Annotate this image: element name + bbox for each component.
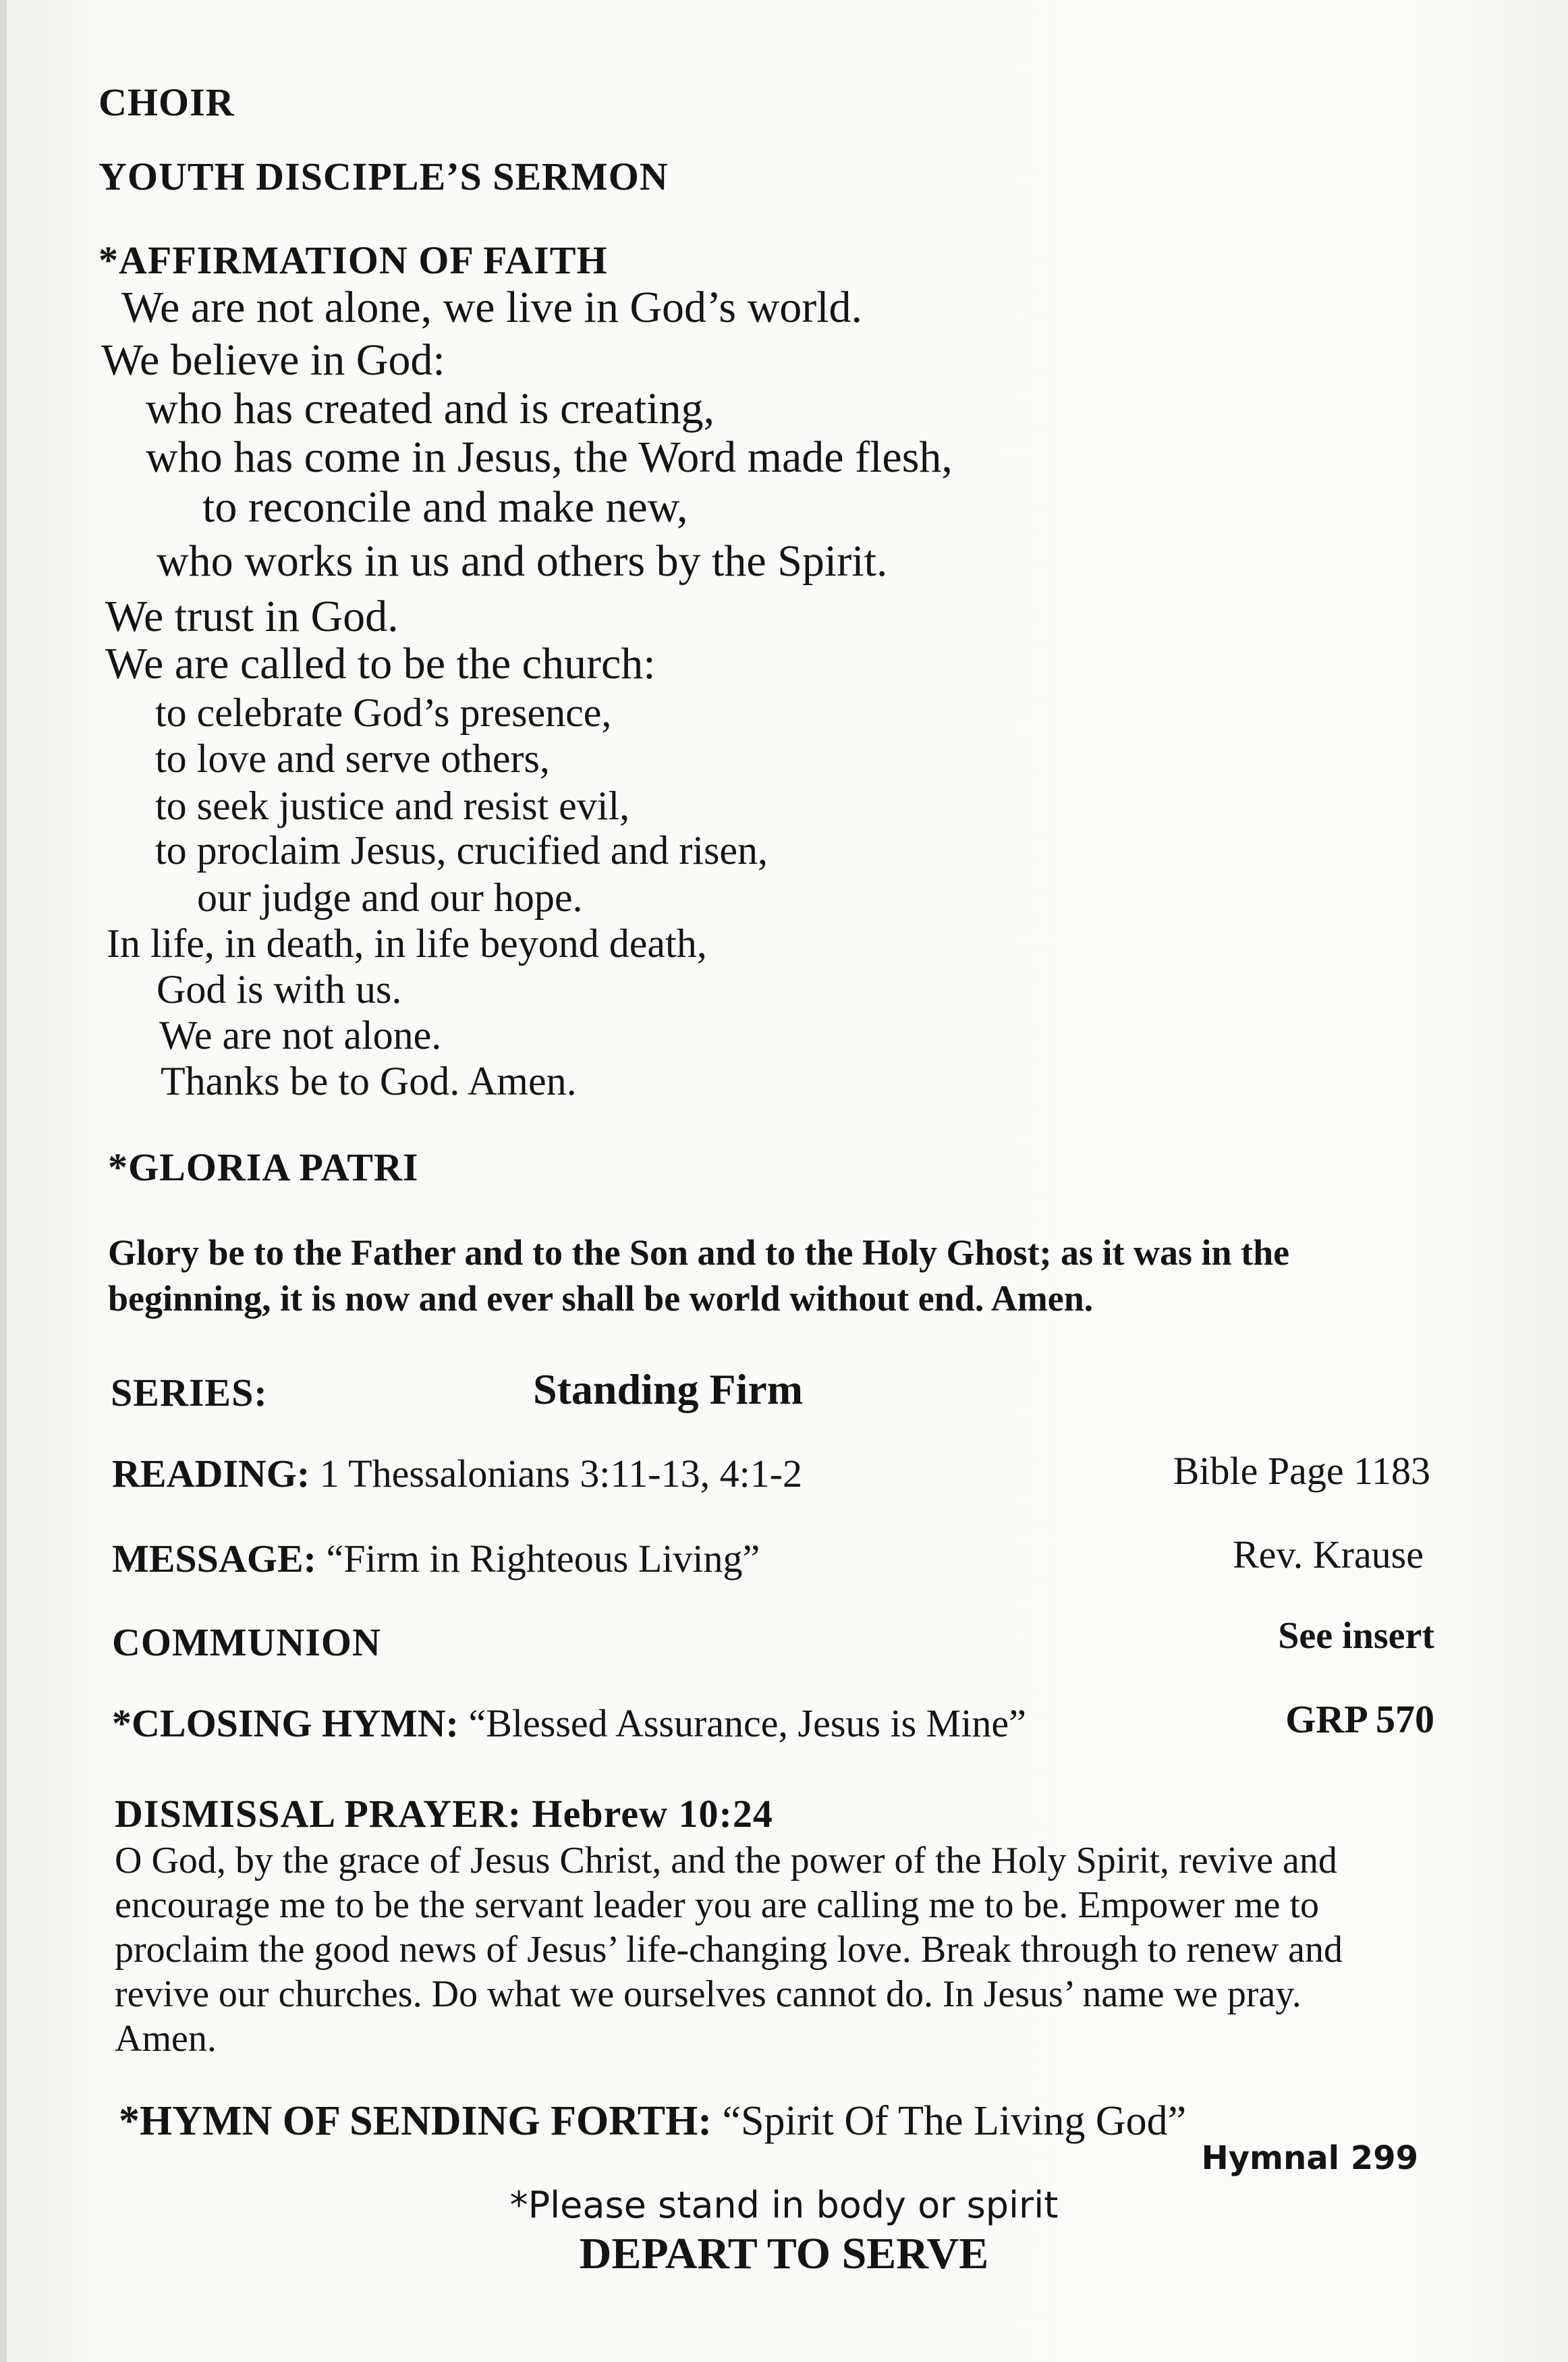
affirmation-line: to reconcile and make new, <box>202 483 688 532</box>
reading-row <box>112 1451 802 1496</box>
message-value: “Firm in Righteous Living” <box>326 1537 760 1581</box>
closing-hymn-ref: GRP 570 <box>1285 1697 1434 1741</box>
affirmation-line: We trust in God. <box>105 592 399 641</box>
dismissal-heading: DISMISSAL PRAYER: Hebrew 10:24 <box>115 1792 773 1836</box>
page-edge <box>0 0 7 2362</box>
affirmation-line: to love and serve others, <box>155 736 550 781</box>
reading-value: 1 Thessalonians 3:11-13, 4:1-2 <box>319 1452 802 1495</box>
closing-hymn-value: “Blessed Assurance, Jesus is Mine” <box>468 1701 1026 1745</box>
closing-line: DEPART TO SERVE <box>579 2229 989 2278</box>
series-title: Standing Firm <box>533 1365 804 1413</box>
communion-note: See insert <box>1278 1615 1434 1657</box>
sending-hymn-value: “Spirit Of The Living God” <box>722 2098 1187 2144</box>
series-label: SERIES: <box>111 1371 268 1415</box>
affirmation-line: We are not alone, we live in God’s world. <box>121 283 863 332</box>
message-speaker: Rev. Krause <box>1233 1533 1424 1576</box>
affirmation-line: God is with us. <box>157 967 402 1012</box>
affirmation-heading: *AFFIRMATION OF FAITH <box>99 238 608 282</box>
affirmation-line: Thanks be to God. Amen. <box>161 1059 577 1103</box>
sending-hymn-label: *HYMN OF SENDING FORTH: <box>119 2098 712 2144</box>
reading-label: READING: <box>112 1452 310 1495</box>
communion-label: COMMUNION <box>112 1620 381 1664</box>
sermon-heading: YOUTH DISCIPLE’S SERMON <box>99 155 669 198</box>
dismissal-prayer: O God, by the grace of Jesus Christ, and the power of the Holy Spirit, revive and encourage me to be the servant leader you are calling me to be. Empower me to proclaim the good news of Jesus’ life-changing love. Break through to renew and revive our churches. Do what we ourselves cannot do. In Jesus’ name we pray. Amen. <box>115 1840 1343 2060</box>
gloria-heading: *GLORIA PATRI <box>108 1145 419 1189</box>
affirmation-line: We are called to be the church: <box>105 639 656 688</box>
affirmation-line: We believe in God: <box>101 335 445 385</box>
affirmation-line: who has come in Jesus, the Word made flesh, <box>146 433 953 482</box>
affirmation-line: to celebrate God’s presence, <box>155 690 612 735</box>
affirmation-line: our judge and our hope. <box>197 875 583 920</box>
sending-hymn-ref: Hymnal 299 <box>1201 2139 1418 2177</box>
affirmation-line: who works in us and others by the Spirit. <box>157 537 888 586</box>
choir-heading: CHOIR <box>99 80 235 124</box>
affirmation-line: to seek justice and resist evil, <box>155 784 630 828</box>
reading-page: Bible Page 1183 <box>1173 1449 1430 1493</box>
affirmation-line: who has created and is creating, <box>146 384 715 433</box>
sending-hymn-row <box>119 2097 1186 2145</box>
message-label: MESSAGE: <box>112 1537 316 1581</box>
affirmation-line: In life, in death, in life beyond death, <box>107 921 707 966</box>
closing-hymn-row <box>112 1701 1026 1746</box>
affirmation-line: We are not alone. <box>159 1013 442 1058</box>
stand-note: *Please stand in body or spirit <box>509 2184 1059 2226</box>
affirmation-line: to proclaim Jesus, crucified and risen, <box>155 828 768 873</box>
gloria-text: Glory be to the Father and to the Son and to the Holy Ghost; as it was in the beginning, it is now and ever shall be world without end. Amen. <box>108 1232 1290 1319</box>
message-row <box>112 1536 760 1581</box>
closing-hymn-label: *CLOSING HYMN: <box>112 1701 459 1745</box>
